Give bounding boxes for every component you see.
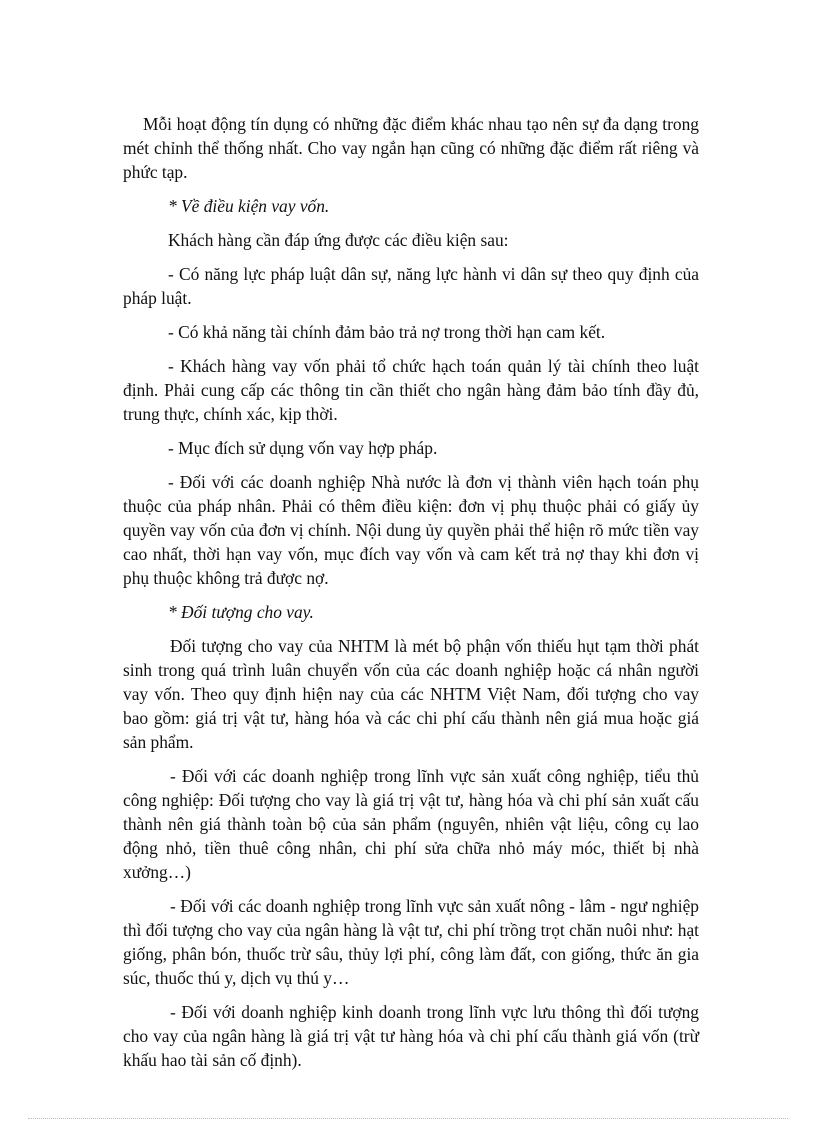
conditions-intro: Khách hàng cần đáp ứng được các điều kiện sau: <box>168 230 509 250</box>
footer-dotted-rule <box>28 1118 788 1119</box>
intro-paragraph: Mỗi hoạt động tín dụng có những đặc điểm khác nhau tạo nên sự đa dạng trong mét chỉnh thể thống nhất. Cho vay ngắn hạn cũng có những đặc điểm rất riêng và phức tạp. <box>123 114 699 182</box>
loan-objects-paragraph: Đối tượng cho vay của NHTM là mét bộ phận vốn thiếu hụt tạm thời phát sinh trong quá trình luân chuyển vốn của các doanh nghiệp hoặc cá nhân người vay vốn. Theo quy định hiện nay của các NHTM Việt Nam, đối tượng cho vay bao gồm: giá trị vật tư, hàng hóa và các chi phí cấu thành nên giá mua hoặc giá sản phẩm. <box>123 636 699 752</box>
condition-item: - Khách hàng vay vốn phải tổ chức hạch toán quản lý tài chính theo luật định. Phải cung cấp các thông tin cần thiết cho ngân hàng đảm bảo tính đầy đủ, trung thực, chính xác, kịp thời. <box>123 356 699 424</box>
condition-item: - Đối với các doanh nghiệp Nhà nước là đơn vị thành viên hạch toán phụ thuộc của pháp nhân. Phải có thêm điều kiện: đơn vị phụ thuộc phải có giấy ủy quyền vay vốn của đơn vị chính. Nội dung ủy quyền phải thể hiện rõ mức tiền vay cao nhất, thời hạn vay vốn, mục đích vay vốn và cam kết trả nợ thay khi đơn vị phụ thuộc không trả được nợ. <box>123 472 699 588</box>
section-heading-loan-objects: * Đối tượng cho vay. <box>168 602 314 622</box>
condition-item: - Có năng lực pháp luật dân sự, năng lực hành vi dân sự theo quy định của pháp luật. <box>123 264 699 308</box>
section-heading-loan-conditions: * Về điều kiện vay vốn. <box>168 196 330 216</box>
loan-object-item: - Đối với các doanh nghiệp trong lĩnh vực sản xuất nông - lâm - ngư nghiệp thì đối tượng cho vay của ngân hàng là vật tư, chi phí trồng trọt chăn nuôi như: hạt giống, phân bón, thuốc trừ sâu, thủy lợi phí, công làm đất, con giống, thức ăn gia súc, thuốc thú y, dịch vụ thú y… <box>123 896 699 988</box>
condition-item: - Có khả năng tài chính đảm bảo trả nợ trong thời hạn cam kết. <box>168 322 606 342</box>
loan-object-item: - Đối với doanh nghiệp kinh doanh trong lĩnh vực lưu thông thì đối tượng cho vay của ngân hàng là giá trị vật tư hàng hóa và chi phí cấu thành giá vốn (trừ khấu hao tài sản cố định). <box>123 1002 699 1070</box>
condition-item: - Mục đích sử dụng vốn vay hợp pháp. <box>168 438 438 458</box>
loan-object-item: - Đối với các doanh nghiệp trong lĩnh vực sản xuất công nghiệp, tiểu thủ công nghiệp: Đối tượng cho vay là giá trị vật tư, hàng hóa và chi phí sản xuất cấu thành nên giá thành toàn bộ của sản phẩm (nguyên, nhiên vật liệu, công cụ lao động nhỏ, tiền thuê công nhân, chi phí sửa chữa nhỏ máy móc, thiết bị nhà xưởng…) <box>123 766 699 882</box>
document-page <box>123 112 699 1072</box>
